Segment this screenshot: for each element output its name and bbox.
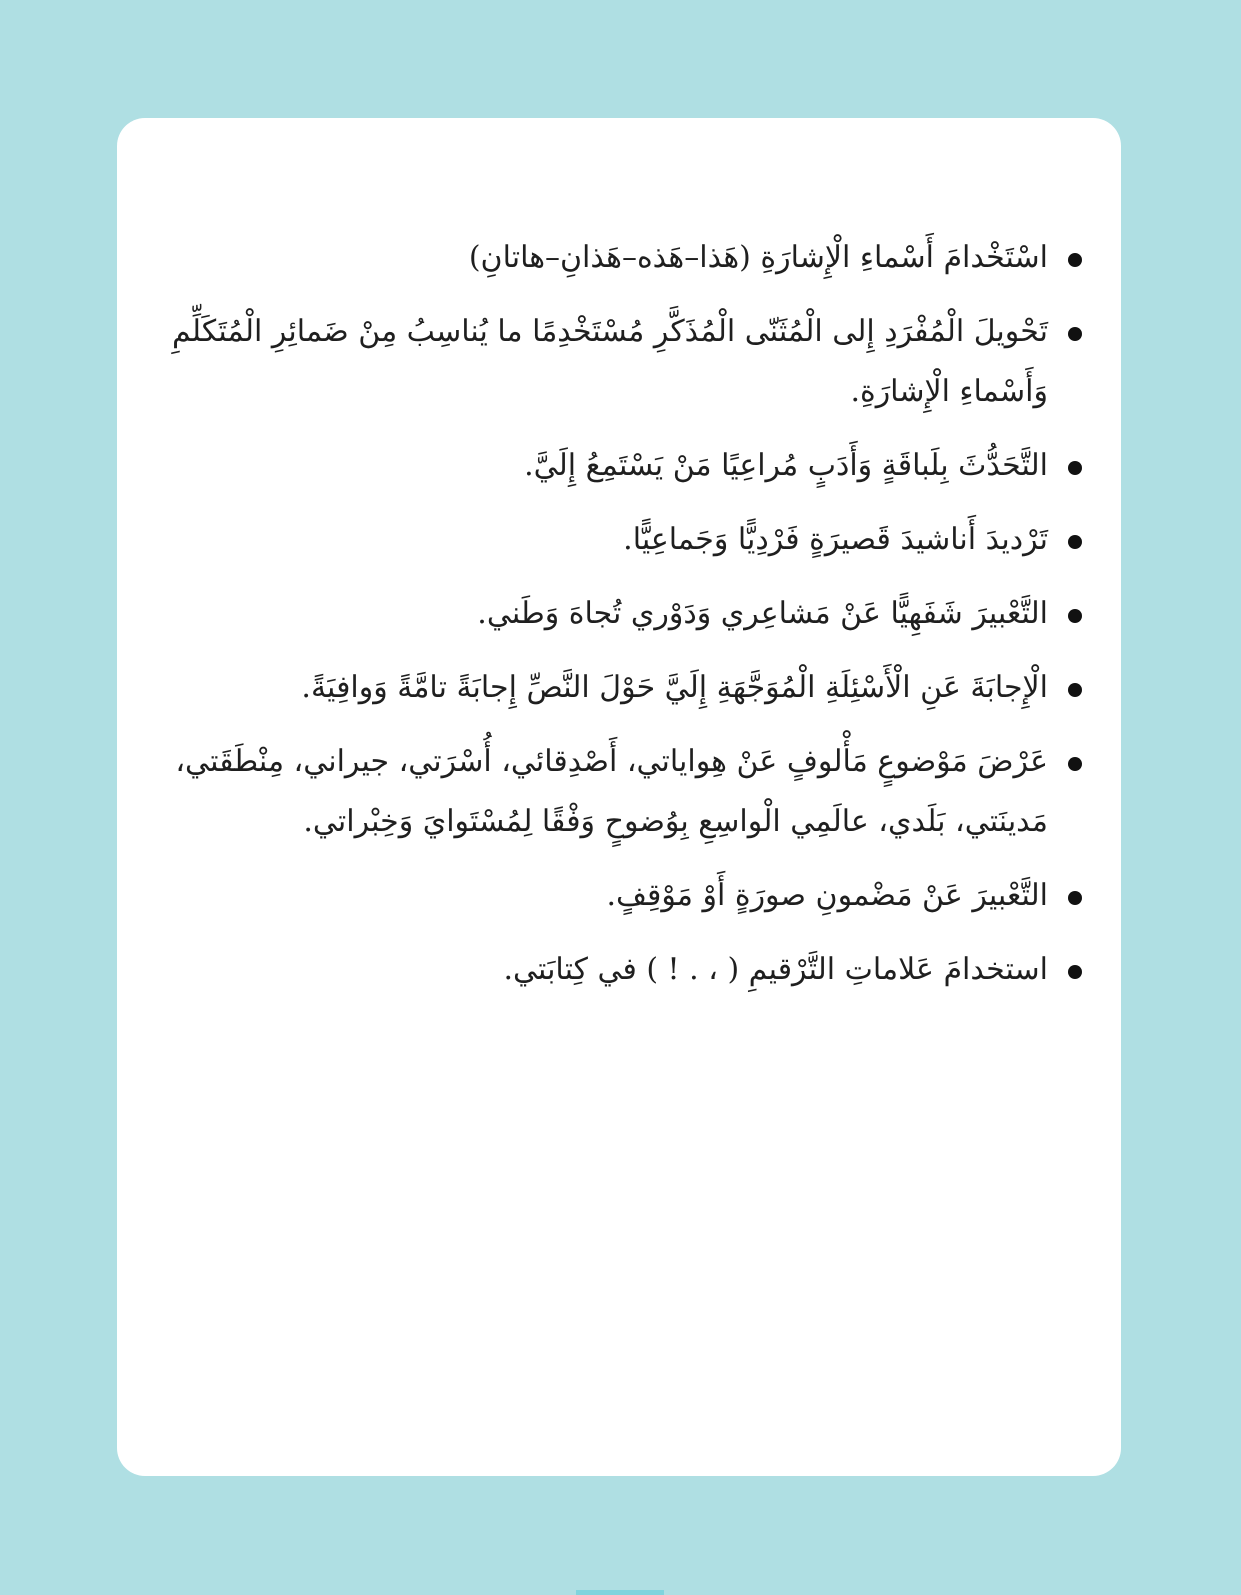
bullet-icon [1068,965,1082,979]
bullet-icon [1068,683,1082,697]
bullet-icon [1068,535,1082,549]
objective-text: الْإِجابَةَ عَنِ الْأَسْئِلَةِ الْمُوَجَّهَةِ إِلَيَّ حَوْلَ النَّصِّ إِجابَةً تامَّةً وَوافِيَةً. [301,670,1048,705]
list-item [160,228,1086,288]
list-item [160,940,1086,1000]
list-item [160,302,1086,422]
list-item [160,866,1086,926]
bullet-icon [1068,891,1082,905]
objective-text: التَّعْبيرَ شَفَهِيًّا عَنْ مَشاعِري وَدَوْري تُجاهَ وَطَني. [477,596,1048,631]
page-tab-marker [576,1590,664,1595]
objective-text: تَرْديدَ أَناشيدَ قَصيرَةٍ فَرْدِيًّا وَجَماعِيًّا. [623,522,1048,557]
objective-text: التَّحَدُّثَ بِلَباقَةٍ وَأَدَبٍ مُراعِيًا مَنْ يَسْتَمِعُ إِلَيَّ. [524,448,1048,483]
bullet-icon [1068,609,1082,623]
objective-text: استخدامَ عَلاماتِ التَّرْقيمِ ( ، . ! ) في كِتابَتي. [503,952,1048,987]
list-item [160,436,1086,496]
objective-text: اسْتَخْدامَ أَسْماءِ الْإِشارَةِ (هَذا–هَذه–هَذانِ–هاتانِ) [468,240,1048,275]
objective-text: التَّعْبيرَ عَنْ مَضْمونِ صورَةٍ أَوْ مَوْقِفٍ. [606,878,1048,913]
objectives-list [160,228,1086,1014]
list-item [160,584,1086,644]
objective-text: تَحْويلَ الْمُفْرَدِ إِلى الْمُثَنّى الْمُذَكَّرِ مُسْتَخْدِمًا ما يُناسِبُ مِنْ ضَمائِرِ الْمُتَكَلِّمِ وَأَسْماءِ الْإِشارَةِ. [171,314,1048,409]
bullet-icon [1068,253,1082,267]
list-item [160,510,1086,570]
bullet-icon [1068,757,1082,771]
list-item [160,658,1086,718]
list-item [160,732,1086,852]
bullet-icon [1068,327,1082,341]
objective-text: عَرْضَ مَوْضوعٍ مَأْلوفٍ عَنْ هِواياتي، أَصْدِقائي، أُسْرَتي، جيراني، مِنْطَقَتي، مَدينَتي، بَلَدي، عالَمِي الْواسِعِ بِوُضوحٍ وَفْقًا لِمُسْتَوايَ وَخِبْراتي. [175,744,1048,839]
bullet-icon [1068,461,1082,475]
